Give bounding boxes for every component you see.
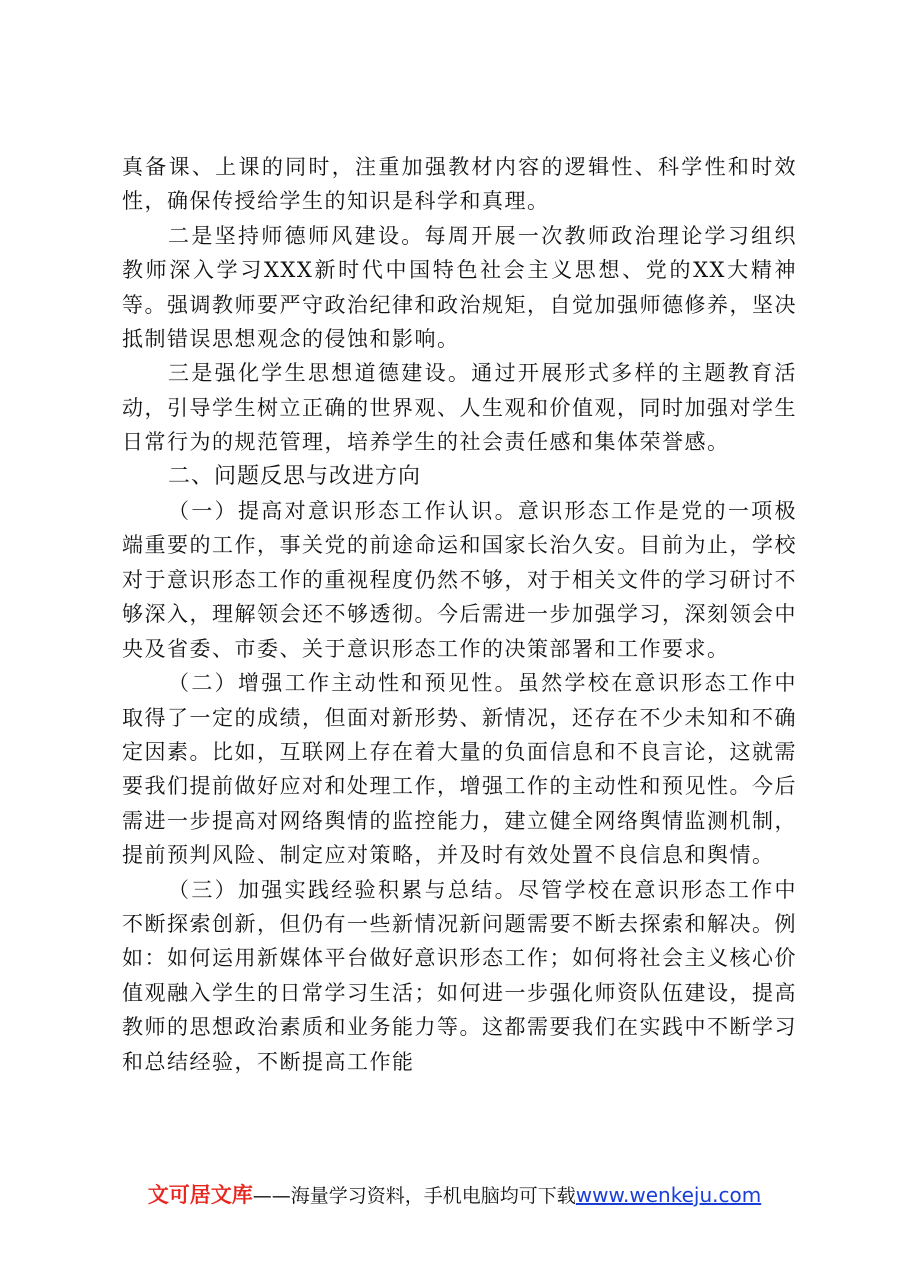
paragraph-item-3: （三）加强实践经验积累与总结。尽管学校在意识形态工作中不断探索创新，但仍有一些新情况新问题需要不断去探索和解决。例如：如何运用新媒体平台做好意识形态工作；如何将社会主义核心价值观融入学生的日常学习生活；如何进一步强化师资队伍建设，提高教师的思想政治素质和业务能力等。这都需要我们在实践中不断学习和总结经验，不断提高工作能 [122,877,797,1074]
paragraph-student-morality: 三是强化学生思想道德建设。通过开展形式多样的主题教育活动，引导学生树立正确的世界观、人生观和价值观，同时加强对学生日常行为的规范管理，培养学生的社会责任感和集体荣誉感。 [122,361,797,455]
brand-name: 文可居文库 [147,1183,253,1207]
paragraph-teacher-ethics: 二是坚持师德师风建设。每周开展一次教师政治理论学习组织教师深入学习XXX新时代中国特色社会主义思想、党的XX大精神等。强调教师要严守政治纪律和政治规矩，自觉加强师德修养，坚决抵制错误思想观念的侵蚀和影响。 [122,223,797,352]
footer-tagline: ——海量学习资料，手机电脑均可下载 [252,1185,576,1207]
document-body [122,150,797,1079]
site-link[interactable]: www.wenkeju.com [575,1183,762,1207]
paragraph-continuation: 真备课、上课的同时，注重加强教材内容的逻辑性、科学性和时效性，确保传授给学生的知识是科学和真理。 [122,155,797,214]
footer-banner [0,1180,909,1211]
paragraph-item-2: （二）增强工作主动性和预见性。虽然学校在意识形态工作中取得了一定的成绩，但面对新形势、新情况，还存在不少未知和不确定因素。比如，互联网上存在着大量的负面信息和不良言论，这就需要我们提前做好应对和处理工作，增强工作的主动性和预见性。今后需进一步提高对网络舆情的监控能力，建立健全网络舆情监测机制，提前预判风险、制定应对策略，并及时有效处置不良信息和舆情。 [122,671,797,868]
paragraph-item-1: （一）提高对意识形态工作认识。意识形态工作是党的一项极端重要的工作，事关党的前途命运和国家长治久安。目前为止，学校对于意识形态工作的重视程度仍然不够，对于相关文件的学习研讨不够深入，理解领会还不够透彻。今后需进一步加强学习，深刻领会中央及省委、市委、关于意识形态工作的决策部署和工作要求。 [122,499,797,661]
section-heading: 二、问题反思与改进方向 [168,463,422,489]
